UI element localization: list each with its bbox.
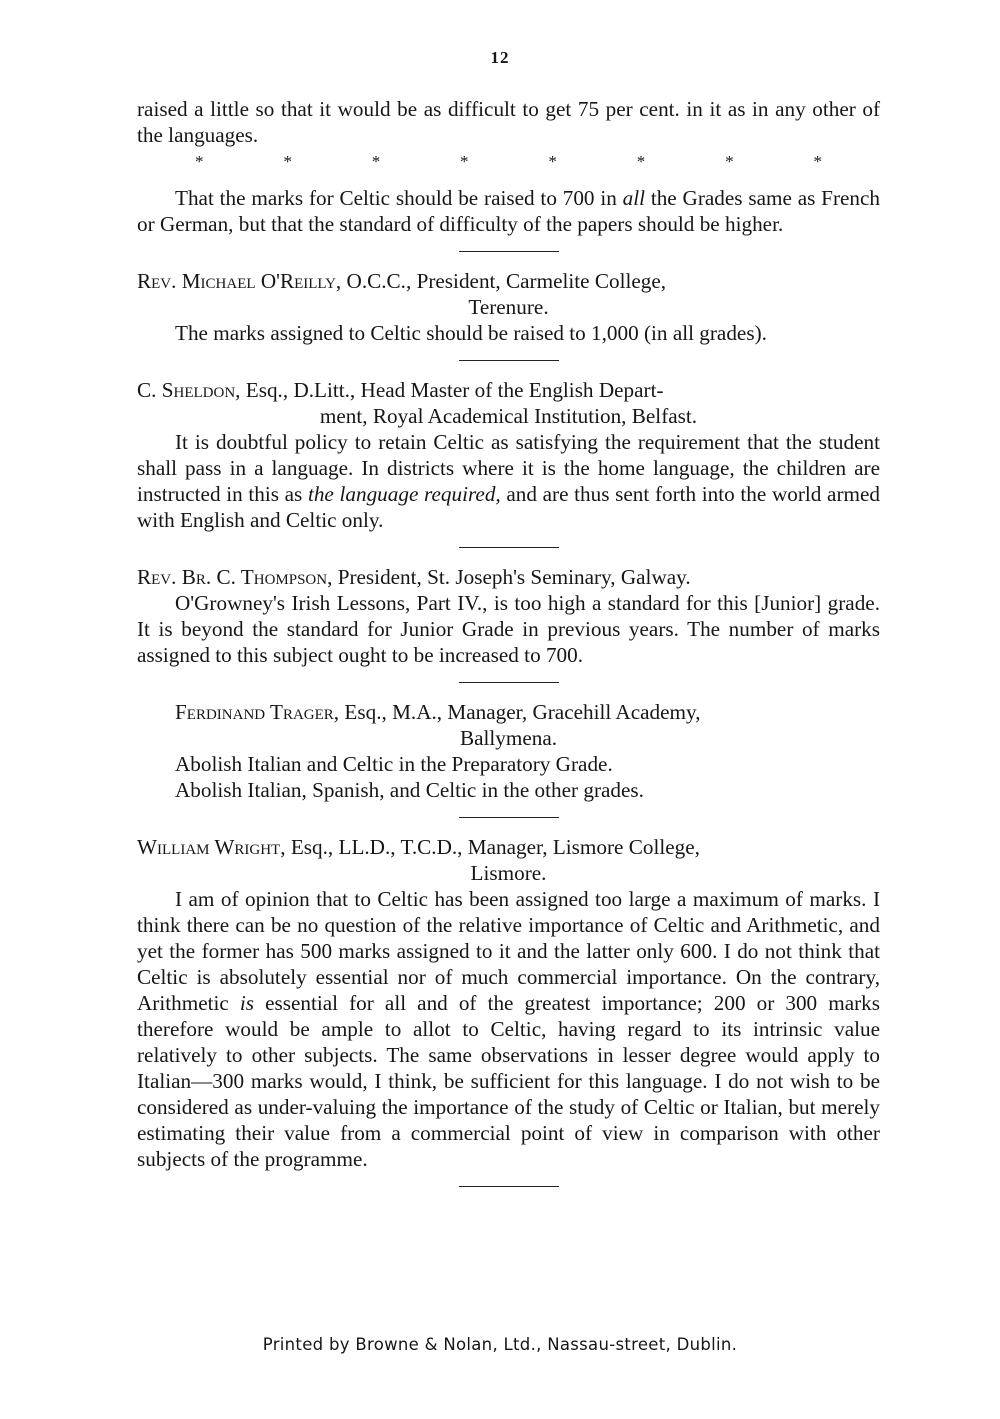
star: *	[548, 152, 557, 171]
intro-paragraph: That the marks for Celtic should be raised to 700 in all the Grades same as French or German, but that the standard of difficulty of the papers should be higher.	[137, 186, 880, 236]
thompson-heading: Rev. Br. C. Thompson, President, St. Joseph's Seminary, Galway.	[137, 565, 691, 589]
oreilly-heading: Rev. Michael O'Reilly, O.C.C., President, Carmelite College,	[137, 269, 667, 293]
author-name: Rev. Br. C. Thompson,	[137, 565, 333, 589]
star: *	[195, 152, 204, 171]
section-divider	[459, 817, 559, 818]
trager-line-1: Abolish Italian and Celtic in the Preparatory Grade.	[175, 752, 613, 776]
section-divider	[459, 360, 559, 361]
oreilly-text: The marks assigned to Celtic should be raised to 1,000 (in all grades).	[175, 321, 767, 345]
section-divider	[459, 547, 559, 548]
star: *	[371, 152, 381, 171]
star: *	[813, 152, 822, 171]
trager-heading: Ferdinand Trager, Esq., M.A., Manager, Gracehill Academy,	[175, 700, 701, 724]
sheldon-institution: ment, Royal Academical Institution, Belfast.	[319, 404, 698, 428]
star: *	[460, 152, 469, 171]
thompson-text: O'Growney's Irish Lessons, Part IV., is too high a standard for this [Junior] grade. It is beyond the standard for Junior Grade in previous years. The number of marks assigned to this subject ought to be increased to 700.	[137, 591, 880, 667]
section-divider	[459, 251, 559, 252]
oreilly-place: Terenure.	[468, 295, 549, 319]
page-number: 12	[490, 48, 510, 67]
trager-place: Ballymena.	[459, 726, 558, 750]
wright-heading: William Wright, Esq., LL.D., T.C.D., Manager, Lismore College,	[137, 835, 700, 859]
sheldon-text: It is doubtful policy to retain Celtic as satisfying the requirement that the student shall pass in a language. In districts where it is the home language, the children are instructed in this as the language required, and are thus sent forth into the world armed with English and Celtic only.	[137, 430, 880, 532]
printer-imprint: Printed by Browne & Nolan, Ltd., Nassau-street, Dublin.	[262, 1335, 738, 1354]
intro-continuation: raised a little so that it would be as difficult to get 75 per cent. in it as in any other of the languages.	[137, 97, 880, 147]
author-name: Rev. Michael O'Reilly,	[137, 269, 342, 293]
star: *	[725, 152, 734, 171]
trager-line-2: Abolish Italian, Spanish, and Celtic in the other grades.	[175, 778, 644, 802]
wright-place: Lismore.	[470, 861, 547, 885]
author-name: William Wright,	[137, 835, 286, 859]
section-divider	[459, 682, 559, 683]
author-name: C. Sheldon,	[137, 378, 241, 402]
wright-text: I am of opinion that to Celtic has been assigned too large a maximum of marks. I think there can be no question of the relative importance of Celtic and Arithmetic, and yet the former has 500 marks assigned to it and the latter only 600. I do not think that Celtic is absolutely essential nor of much commercial importance. On the contrary, Arithmetic is essential for all and of the greatest importance; 200 or 300 marks therefore would be ample to allot to Celtic, having regard to its intrinsic value relatively to other subjects. The same observations in lesser degree would apply to Italian—300 marks would, I think, be sufficient for this language. I do not wish to be considered as under-valuing the importance of the study of Celtic or Italian, but merely estimating their value from a commercial point of view in comparison with other subjects of the programme.	[137, 887, 880, 1171]
page-body	[137, 96, 880, 1203]
sheldon-heading: C. Sheldon, Esq., D.Litt., Head Master of the English Depart-	[137, 378, 664, 402]
author-name: Ferdinand Trager,	[175, 700, 340, 724]
star: *	[636, 152, 646, 171]
star: *	[283, 152, 292, 171]
asterism	[137, 149, 880, 175]
section-divider	[459, 1186, 559, 1187]
